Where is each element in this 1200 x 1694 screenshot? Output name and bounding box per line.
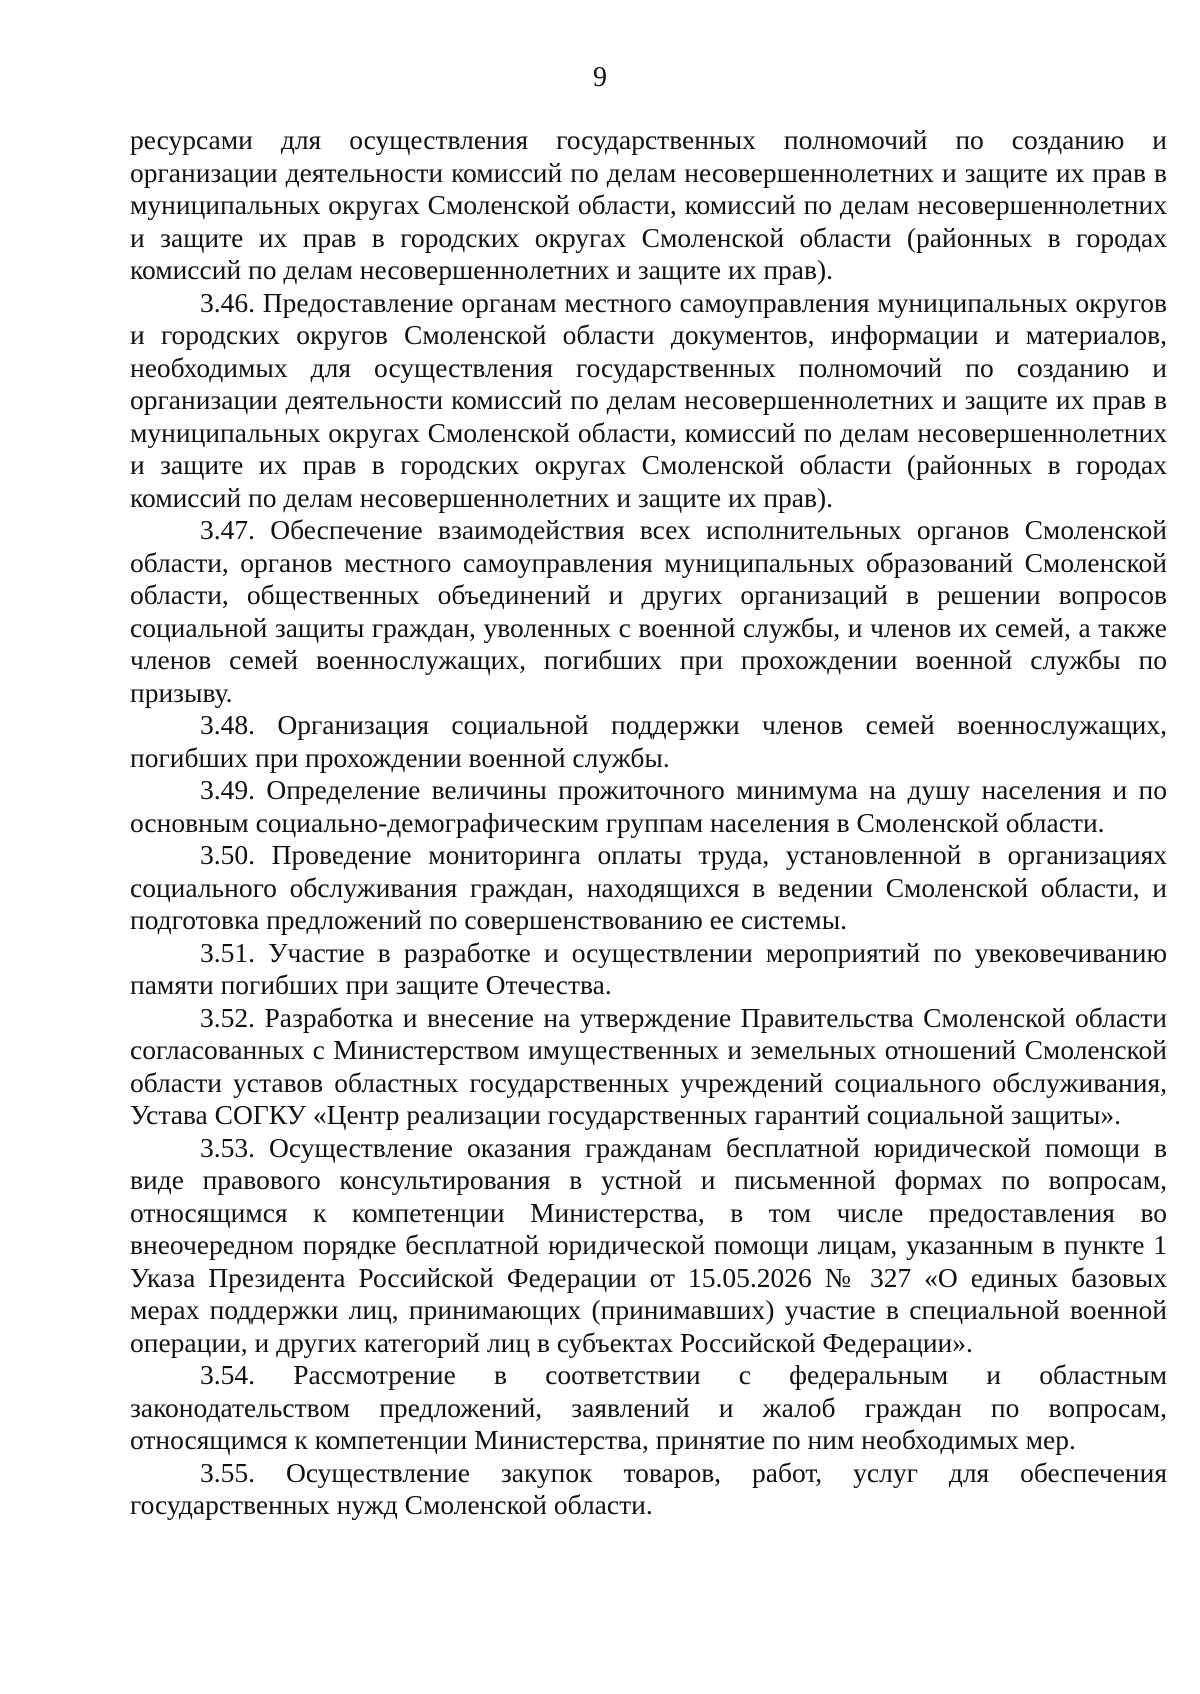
paragraph-3-50: 3.50. Проведение мониторинга оплаты труда, установленной в организациях социального обслуживания граждан, находящихся в ведении Смоленской области, и подготовка предложений по совершенствованию ее системы. <box>130 839 1167 935</box>
paragraph-3-53: 3.53. Осуществление оказания гражданам бесплатной юридической помощи в виде правового консультирования в устной и письменной формах по вопросам, относящимся к компетенции Министерства, в том числе предоставления во внеочередном порядке бесплатной юридической помощи лицам, указанным в пункте 1 Указа Президента Российской Федерации от 15.05.2026 № 327 «О единых базовых мерах поддержки лиц, принимающих (принимавших) участие в специальной военной операции, и других категорий лиц в субъектах Российской Федерации». <box>130 1131 1167 1358</box>
paragraph-3-46: 3.46. Предоставление органам местного самоуправления муниципальных округов и городских округов Смоленской области документов, информации и материалов, необходимых для осуществления государственных полномочий по созданию и организации деятельности комиссий по делам несовершеннолетних и защите их прав в муниципальных округах Смоленской области, комиссий по делам несовершеннолетних и защите их прав в городских округах Смоленской области (районных в городах комиссий по делам несовершеннолетних и защите их прав). <box>130 286 1167 513</box>
paragraph-3-55: 3.55. Осуществление закупок товаров, работ, услуг для обеспечения государственных нужд Смоленской области. <box>130 1456 1167 1520</box>
document-body <box>130 124 1167 1522</box>
paragraph-continuation: ресурсами для осуществления государственных полномочий по созданию и организации деятельности комиссий по делам несовершеннолетних и защите их прав в муниципальных округах Смоленской области, комиссий по делам несовершеннолетних и защите их прав в городских округах Смоленской области (районных в городах комиссий по делам несовершеннолетних и защите их прав). <box>130 124 1167 285</box>
paragraph-3-51: 3.51. Участие в разработке и осуществлении мероприятий по увековечиванию памяти погибших при защите Отечества. <box>130 936 1167 1000</box>
paragraph-3-52: 3.52. Разработка и внесение на утверждение Правительства Смоленской области согласованных с Министерством имущественных и земельных отношений Смоленской области уставов областных государственных учреждений социального обслуживания, Устава СОГКУ «Центр реализации государственных гарантий социальной защиты». <box>130 1001 1167 1130</box>
paragraph-3-47: 3.47. Обеспечение взаимодействия всех исполнительных органов Смоленской области, органов местного самоуправления муниципальных образований Смоленской области, общественных объединений и других организаций в решении вопросов социальной защиты граждан, уволенных с военной службы, и членов их семей, а также членов семей военнослужащих, погибших при прохождении военной службы по призыву. <box>130 514 1167 708</box>
paragraph-3-54: 3.54. Рассмотрение в соответствии с федеральным и областным законодательством предложений, заявлений и жалоб граждан по вопросам, относящимся к компетенции Министерства, принятие по ним необходимых мер. <box>130 1359 1167 1455</box>
page-number: 9 <box>593 62 607 93</box>
paragraph-3-48: 3.48. Организация социальной поддержки членов семей военнослужащих, погибших при прохождении военной службы. <box>130 709 1167 773</box>
paragraph-3-49: 3.49. Определение величины прожиточного минимума на душу населения и по основным социально-демографическим группам населения в Смоленской области. <box>130 774 1167 838</box>
